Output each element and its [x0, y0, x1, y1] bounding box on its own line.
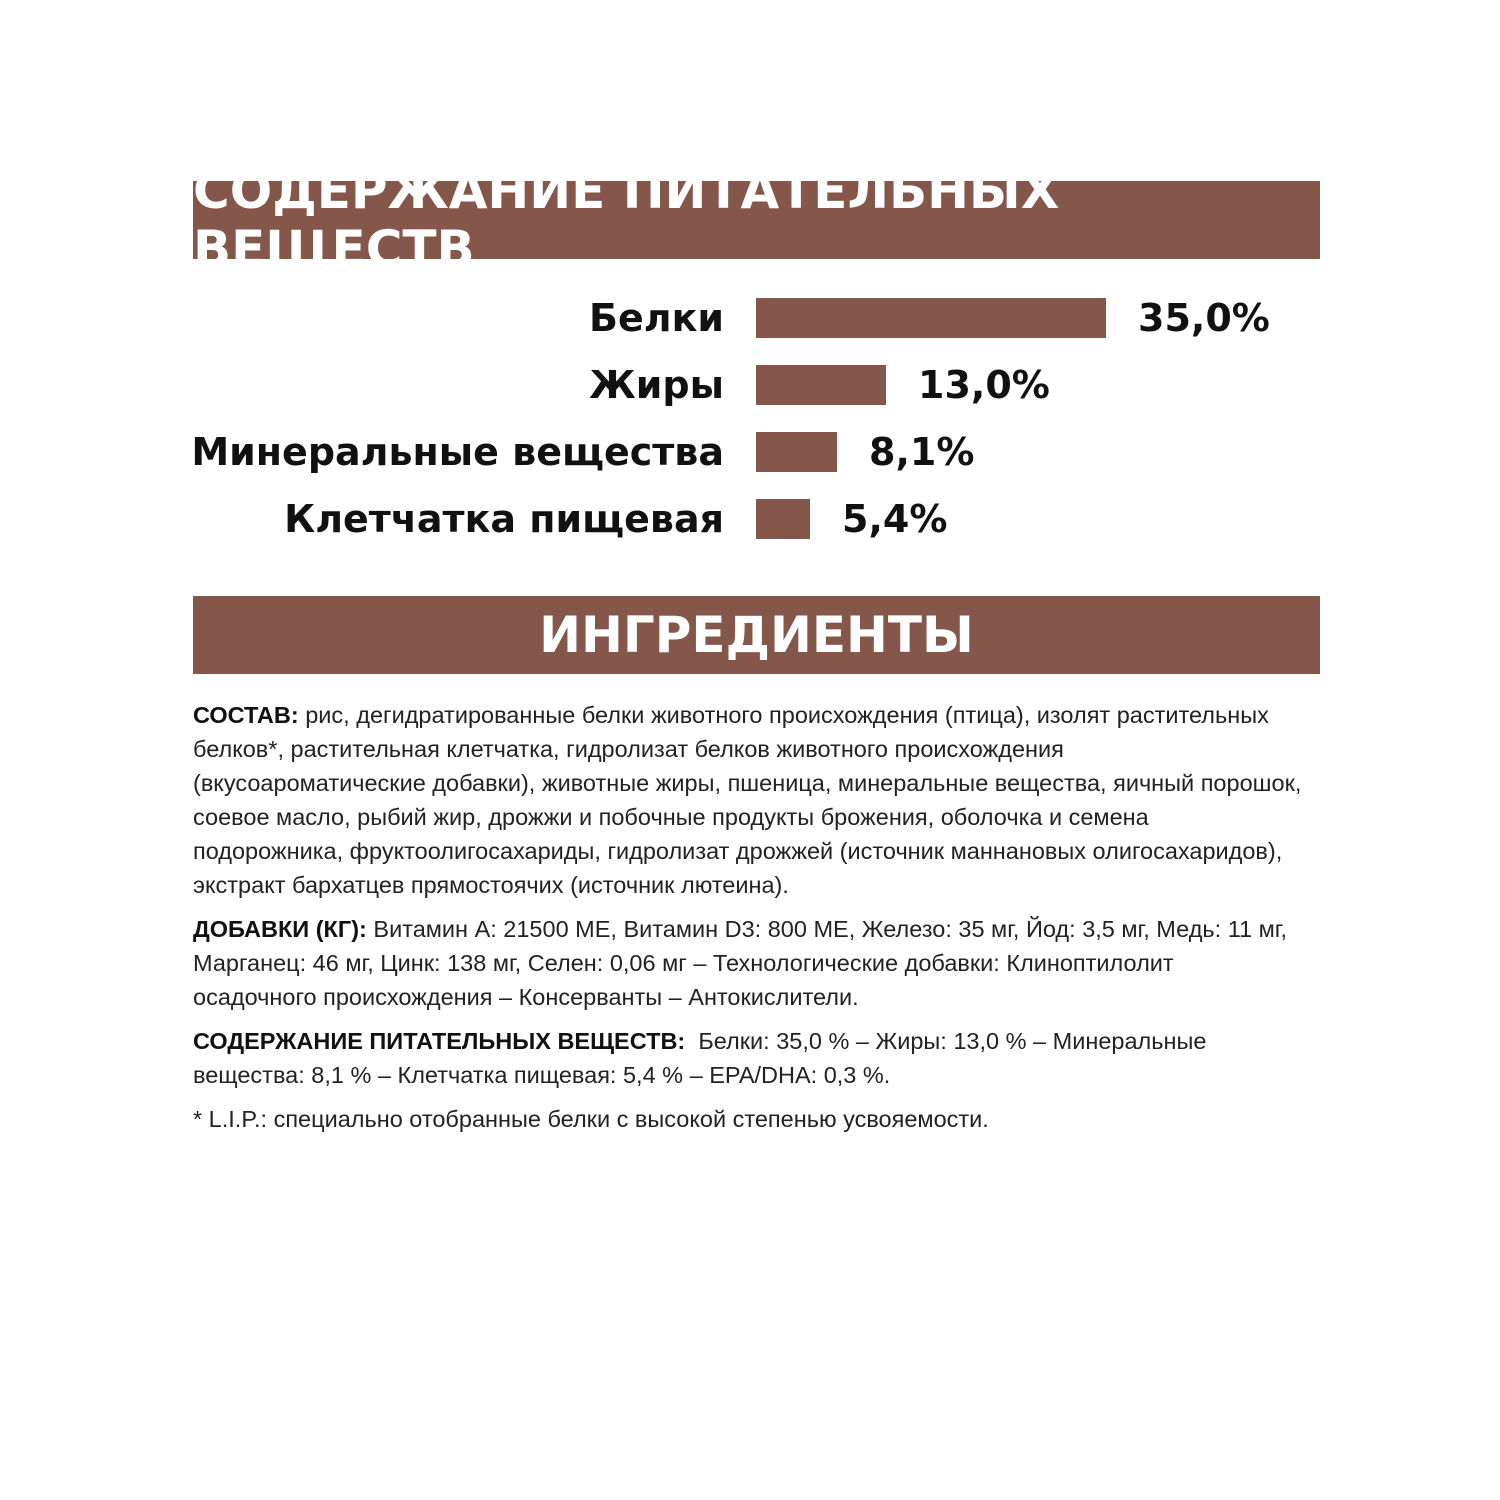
nutrients-summary-label: СОДЕРЖАНИЕ ПИТАТЕЛЬНЫХ ВЕЩЕСТВ:	[193, 1028, 686, 1054]
bar	[756, 365, 886, 405]
bar	[756, 432, 837, 472]
ingredients-heading: ИНГРЕДИЕНТЫ	[539, 606, 974, 664]
bar	[756, 298, 1106, 338]
nutrients-summary-paragraph	[193, 1024, 1303, 1092]
value-label: 8,1%	[869, 430, 975, 474]
composition-text: рис, дегидратированные белки животного происхождения (птица), изолят растительных белков*, растительная клетчатка, гидролизат белков животного происхождения (вкусоароматические добавки), животные жиры, пшеница, минеральные вещества, яичный порошок, соевое масло, рыбий жир, дрожжи и побочные продукты брожения, оболочка и семена подорожника, фруктоолигосахариды, гидролизат дрожжей (источник маннановых олигосахаридов), экстракт бархатцев прямостоячих (источник лютеина).	[193, 702, 1302, 898]
value-label: 13,0%	[918, 363, 1050, 407]
additives-paragraph	[193, 912, 1303, 1014]
nutrients-heading: СОДЕРЖАНИЕ ПИТАТЕЛЬНЫХ ВЕЩЕСТВ	[193, 162, 1060, 278]
nutrients-bar-chart	[0, 280, 1500, 560]
category-label: Белки	[589, 296, 724, 340]
category-label: Клетчатка пищевая	[284, 497, 724, 541]
composition-paragraph	[193, 698, 1303, 902]
category-label: Жиры	[589, 363, 724, 407]
additives-text: Витамин А: 21500 МЕ, Витамин D3: 800 МЕ, Железо: 35 мг, Йод: 3,5 мг, Медь: 11 мг, Марганец: 46 мг, Цинк: 138 мг, Селен: 0,06 мг – Технологические добавки: Клиноптилолит осадочного происхождения – Консерванты – Антокислители.	[193, 916, 1288, 1010]
composition-label: СОСТАВ:	[193, 702, 299, 728]
value-label: 5,4%	[842, 497, 948, 541]
nutrients-summary-text: Белки: 35,0 % – Жиры: 13,0 % – Минеральные вещества: 8,1 % – Клетчатка пищевая: 5,4 % – EPA/DHA: 0,3 %.	[193, 1028, 1213, 1088]
nutrients-heading-band	[193, 162, 1320, 278]
ingredients-heading-band	[193, 596, 1320, 674]
additives-label: ДОБАВКИ (КГ):	[193, 916, 367, 942]
value-label: 35,0%	[1138, 296, 1270, 340]
category-label: Минеральные вещества	[191, 430, 724, 474]
footnote: * L.I.P.: специально отобранные белки с высокой степенью усвояемости.	[193, 1106, 989, 1132]
ingredients-text	[193, 698, 1303, 1146]
bar	[756, 499, 810, 539]
